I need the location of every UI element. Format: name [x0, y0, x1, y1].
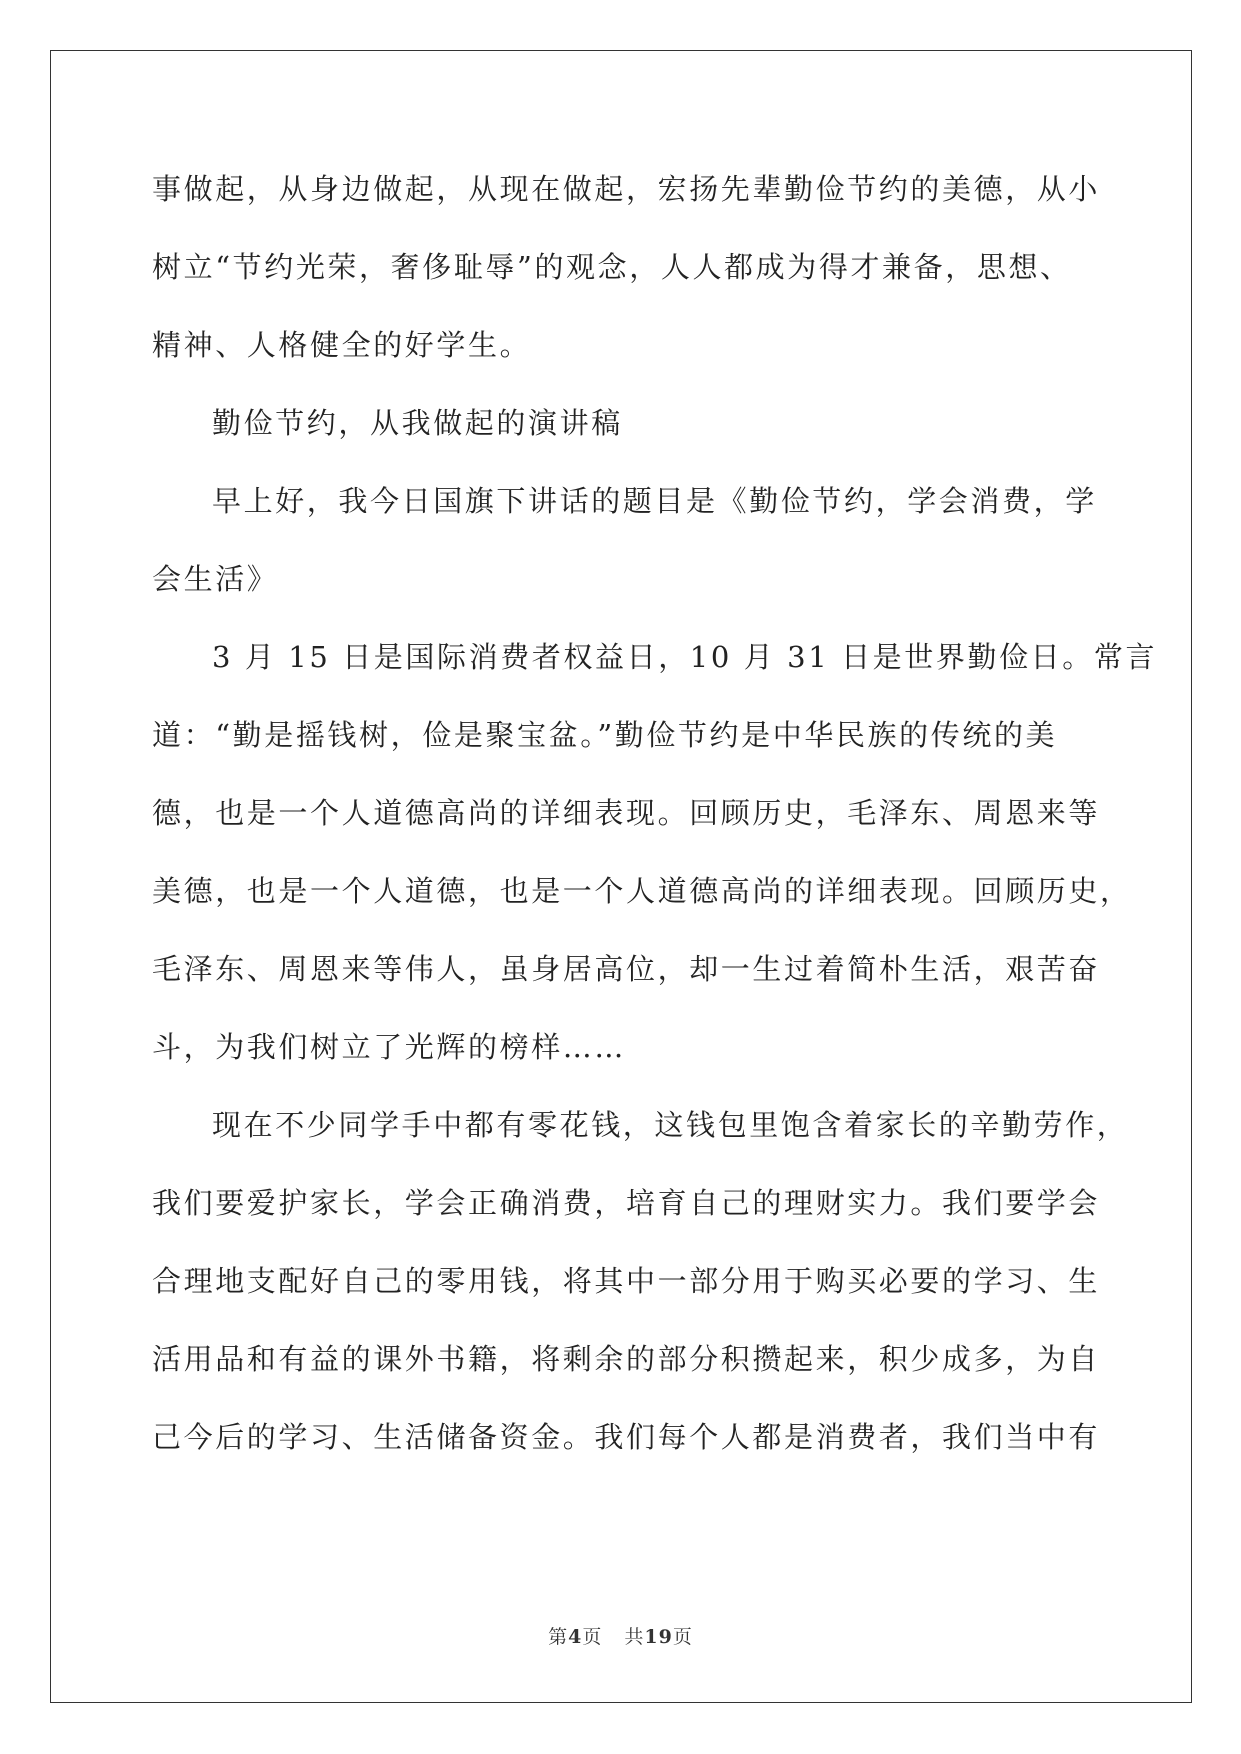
text-line: 德，也是一个人道德高尚的详细表现。回顾历史，毛泽东、周恩来等 — [152, 796, 1101, 830]
text-line: 道：“勤是摇钱树，俭是聚宝盆。”勤俭节约是中华民族的传统的美 — [152, 718, 1058, 752]
page-prefix: 第 — [548, 1626, 569, 1648]
text-line: 事做起，从身边做起，从现在做起，宏扬先辈勤俭节约的美德，从小 — [152, 172, 1101, 206]
text-line: 会生活》 — [152, 562, 279, 596]
text-line: 斗，为我们树立了光辉的榜样…… — [152, 1030, 627, 1064]
page-suffix: 页 — [582, 1626, 603, 1648]
total-pages: 19 — [644, 1626, 673, 1648]
total-suffix: 页 — [672, 1626, 693, 1648]
section-title: 勤俭节约，从我做起的演讲稿 — [212, 406, 623, 440]
text-line: 早上好，我今日国旗下讲话的题目是《勤俭节约，学会消费，学 — [212, 484, 1097, 518]
page-number: 4 — [568, 1626, 583, 1648]
page-footer — [0, 1622, 1241, 1649]
document-body — [152, 150, 1158, 1476]
text-line: 合理地支配好自己的零用钱，将其中一部分用于购买必要的学习、生 — [152, 1264, 1101, 1298]
text-line: 己今后的学习、生活储备资金。我们每个人都是消费者，我们当中有 — [152, 1420, 1101, 1454]
text-line: 精神、人格健全的好学生。 — [152, 328, 532, 362]
total-prefix: 共 — [624, 1626, 645, 1648]
text-line: 现在不少同学手中都有零花钱，这钱包里饱含着家长的辛勤劳作， — [212, 1108, 1129, 1142]
text-line: 3 月 15 日是国际消费者权益日，10 月 31 日是世界勤俭日。常言 — [212, 640, 1158, 674]
text-line: 树立“节约光荣，奢侈耻辱”的观念，人人都成为得才兼备，思想、 — [152, 250, 1072, 284]
text-line: 毛泽东、周恩来等伟人，虽身居高位，却一生过着简朴生活，艰苦奋 — [152, 952, 1101, 986]
text-line: 我们要爱护家长，学会正确消费，培育自己的理财实力。我们要学会 — [152, 1186, 1101, 1220]
text-line: 美德，也是一个人道德，也是一个人道德高尚的详细表现。回顾历史， — [152, 874, 1132, 908]
text-line: 活用品和有益的课外书籍，将剩余的部分积攒起来，积少成多，为自 — [152, 1342, 1101, 1376]
